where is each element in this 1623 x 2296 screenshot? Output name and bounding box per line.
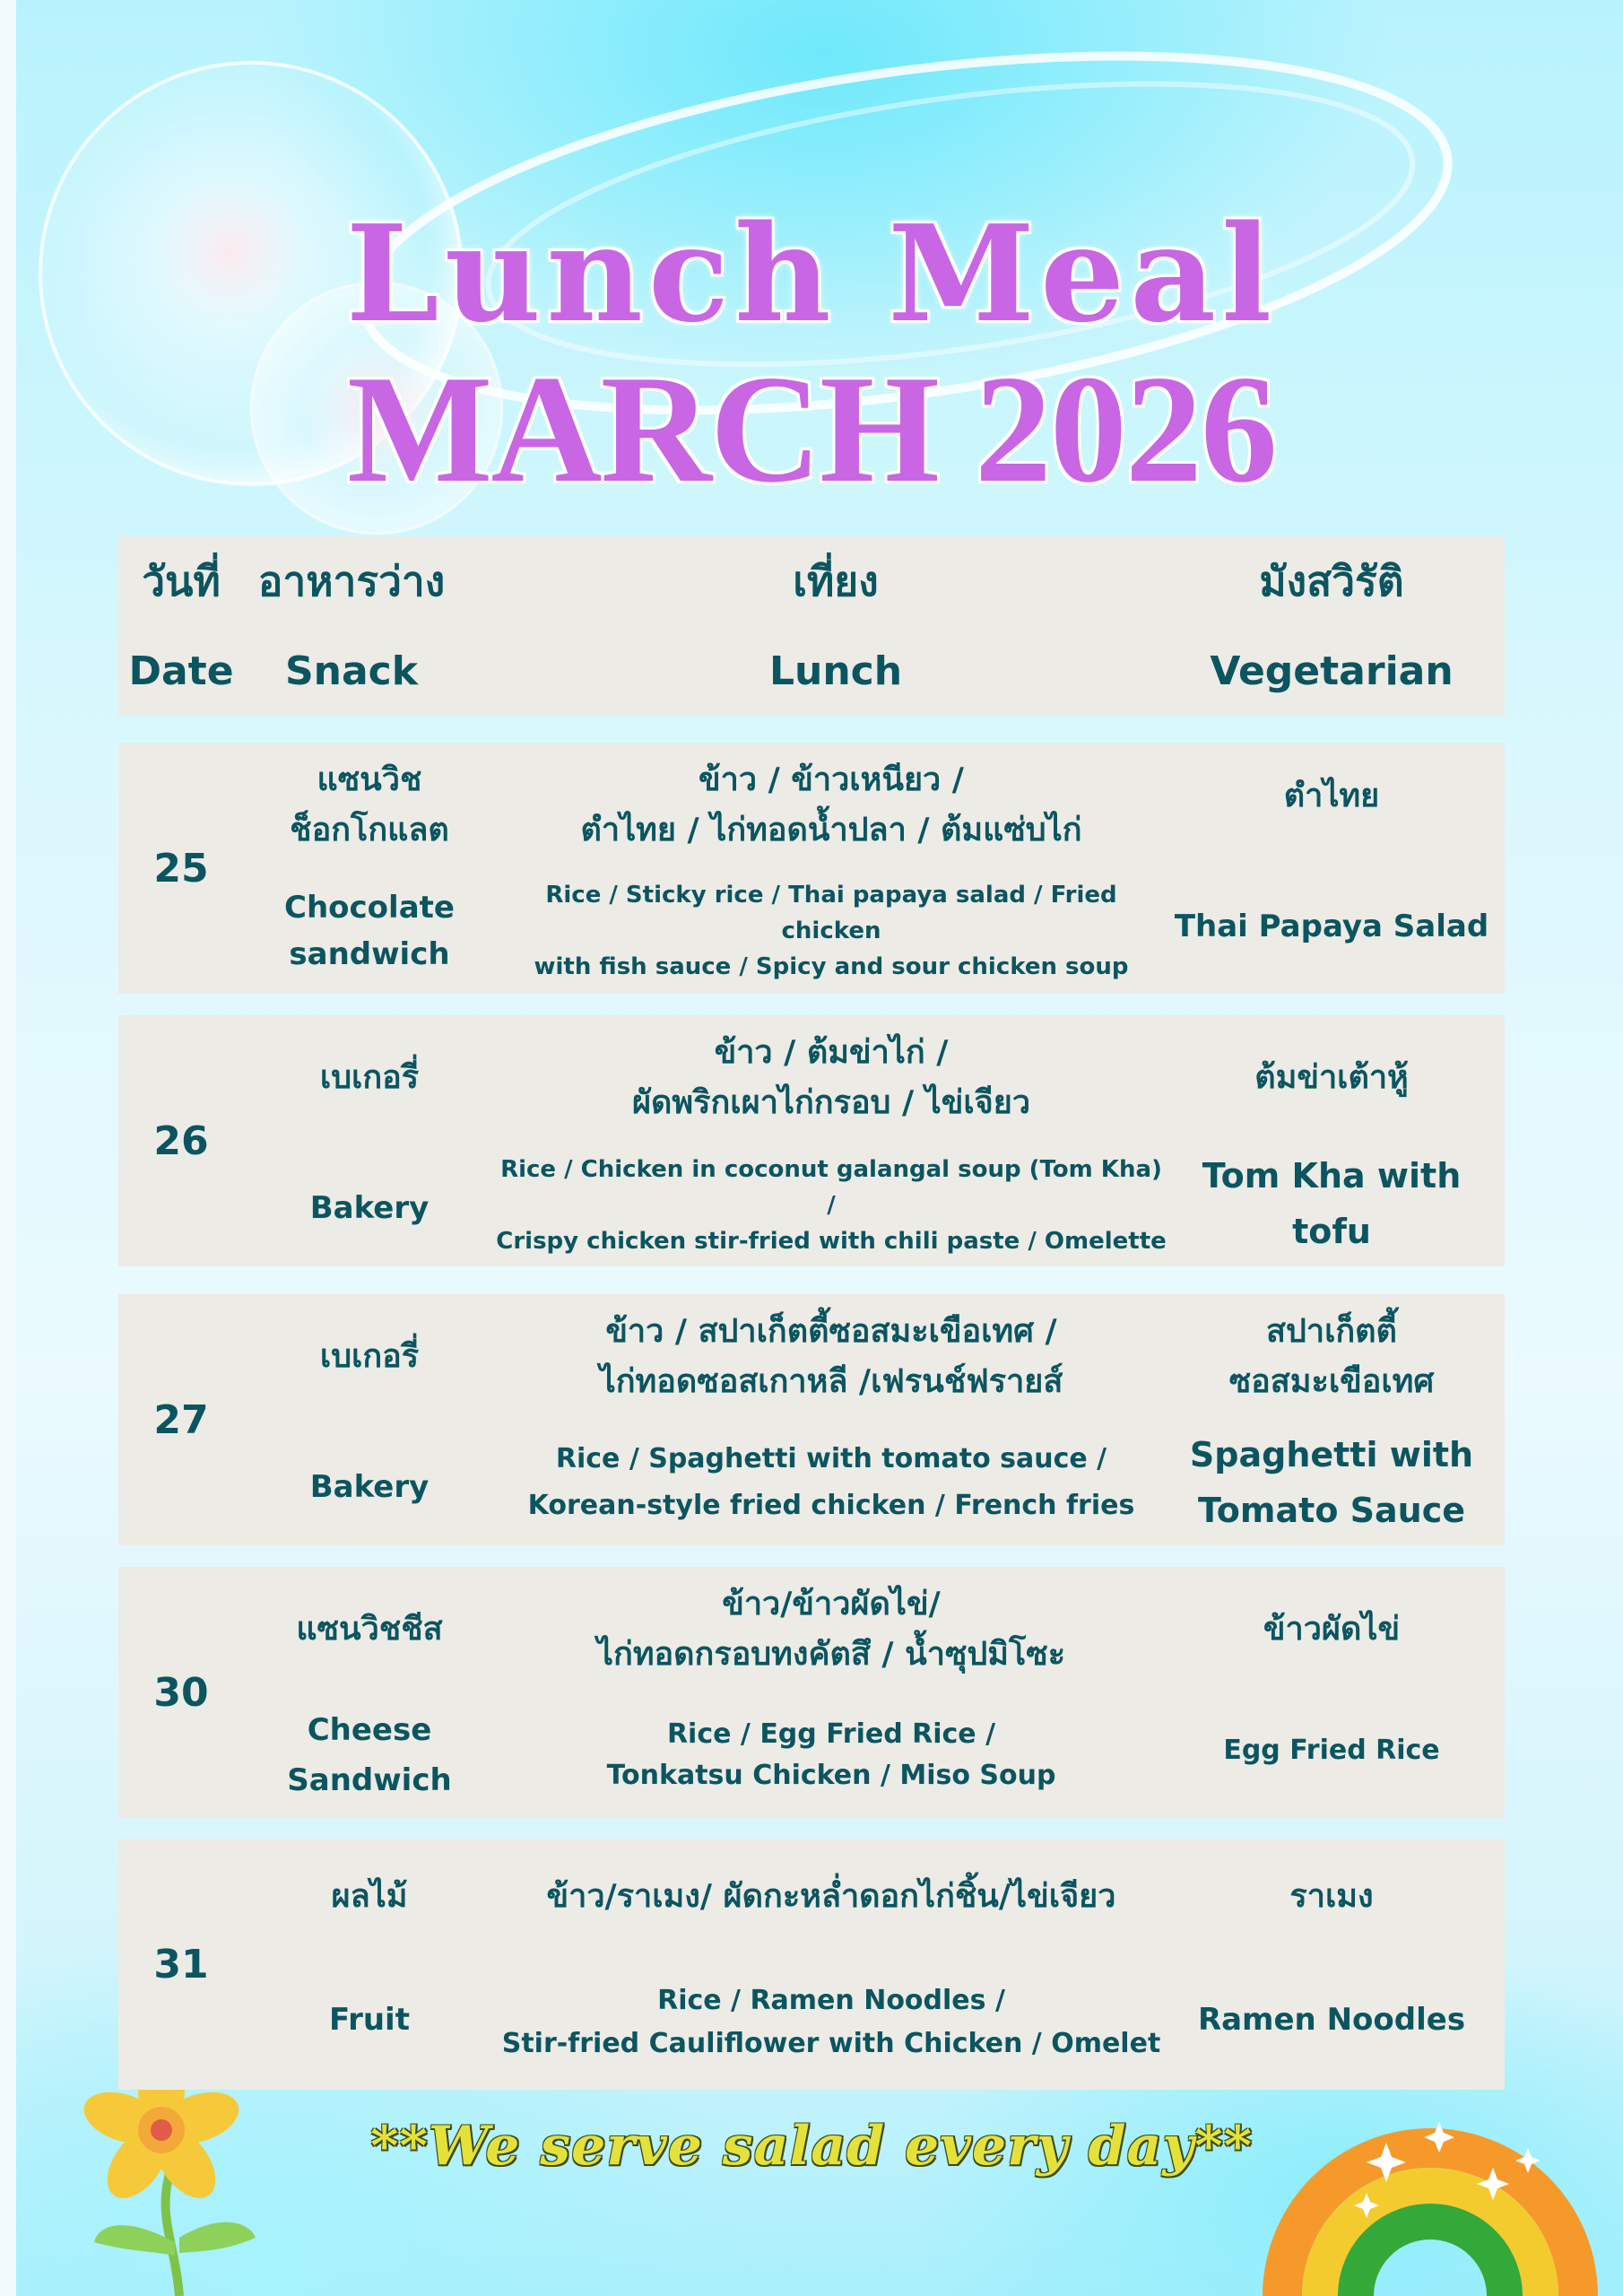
row-veg-en: Thai Papaya Salad	[1174, 909, 1489, 944]
row-lunch-th: ข้าว / ต้มข่าไก่ / ผัดพริกเผาไก่กรอบ / ไข่เจียว	[631, 1034, 1031, 1121]
header-veg-th: มังสวิรัติ	[1259, 556, 1404, 605]
row-lunch-en: Rice / Chicken in coconut galangal soup (Tom Kha) / Crispy chicken stir-fried with chili paste / Omelette	[496, 1156, 1167, 1255]
header-veg-en: Vegetarian	[1210, 648, 1454, 694]
row-date: 30	[153, 1669, 209, 1716]
row-snack-en: Chocolate sandwich	[284, 890, 455, 972]
row-snack-en: Cheese Sandwich	[287, 1712, 452, 1798]
row-date: 27	[153, 1396, 209, 1443]
title-block	[0, 197, 1623, 515]
title-lunch-meal: Lunch Meal	[345, 196, 1278, 352]
row-lunch-en: Rice / Sticky rice / Thai papaya salad / Fried chicken with fish sauce / Spicy and sour chicken soup	[534, 882, 1129, 980]
row-veg-en: Ramen Noodles	[1197, 2002, 1466, 2038]
table-row	[118, 1294, 1505, 1545]
table-row	[118, 1567, 1505, 1818]
row-lunch-th: ข้าว/ข้าวผัดไข่/ ไก่ทอดกรอบทงคัตสึ / น้ำซุปมิโซะ	[596, 1586, 1066, 1673]
header-date-en: Date	[128, 648, 234, 694]
table-row	[118, 1015, 1505, 1266]
header-lunch-th: เที่ยง	[793, 556, 879, 605]
row-date: 26	[153, 1118, 209, 1164]
header-lunch-en: Lunch	[768, 648, 903, 694]
header-snack-th: อาหารว่าง	[257, 556, 446, 605]
row-snack-en: Bakery	[309, 1190, 430, 1226]
row-lunch-en: Rice / Ramen Noodles / Stir-fried Cauliflower with Chicken / Omelet	[501, 1985, 1161, 2059]
row-snack-th: แซนวิช ช็อกโกแลต	[290, 761, 449, 848]
row-lunch-th: ข้าว/ราเมง/ ผัดกะหล่ำดอกไก่ชิ้น/ไข่เจียว	[546, 1878, 1116, 1915]
title-month-year: MARCH 2026	[347, 344, 1276, 515]
row-veg-th: ราเมง	[1289, 1878, 1374, 1915]
row-veg-en: Egg Fried Rice	[1223, 1735, 1440, 1766]
table-row	[118, 1839, 1505, 2090]
row-snack-en: Bakery	[309, 1469, 430, 1505]
header-date-th: วันที่	[142, 556, 221, 605]
row-lunch-th: ข้าว / ข้าวเหนียว / ตำไทย / ไก่ทอดน้ำปลา / ต้มแซ่บไก่	[580, 761, 1082, 848]
row-veg-th: ข้าวผัดไข่	[1263, 1611, 1401, 1648]
row-date: 31	[153, 1941, 209, 1987]
row-snack-th: แซนวิชชีส	[296, 1611, 443, 1648]
row-veg-en: Tom Kha with tofu	[1202, 1156, 1462, 1251]
row-snack-en: Fruit	[329, 2002, 410, 2038]
row-veg-en: Spaghetti with Tomato Sauce	[1189, 1435, 1474, 1530]
salad-note: **We serve salad every day**	[370, 2115, 1253, 2178]
row-snack-th: เบเกอรี่	[319, 1059, 420, 1096]
row-veg-th: ต้มข่าเต้าหู้	[1254, 1059, 1409, 1096]
row-date: 25	[153, 845, 209, 891]
row-snack-th: เบเกอรี่	[319, 1338, 420, 1375]
row-lunch-en: Rice / Egg Fried Rice / Tonkatsu Chicken / Miso Soup	[606, 1718, 1056, 1791]
row-lunch-th: ข้าว / สปาเก็ตตี้ซอสมะเขือเทศ / ไก่ทอดซอสเกาหลี /เฟรนช์ฟรายส์	[599, 1313, 1063, 1400]
table-row	[118, 743, 1505, 994]
row-lunch-en: Rice / Spaghetti with tomato sauce / Korean-style fried chicken / French fries	[527, 1443, 1135, 1521]
row-veg-th: สปาเก็ตตี้ ซอสมะเขือเทศ	[1228, 1313, 1435, 1400]
row-veg-th: ตำไทย	[1283, 778, 1380, 814]
row-snack-th: ผลไม้	[331, 1878, 408, 1915]
table-header	[118, 536, 1505, 716]
header-snack-en: Snack	[284, 648, 419, 694]
